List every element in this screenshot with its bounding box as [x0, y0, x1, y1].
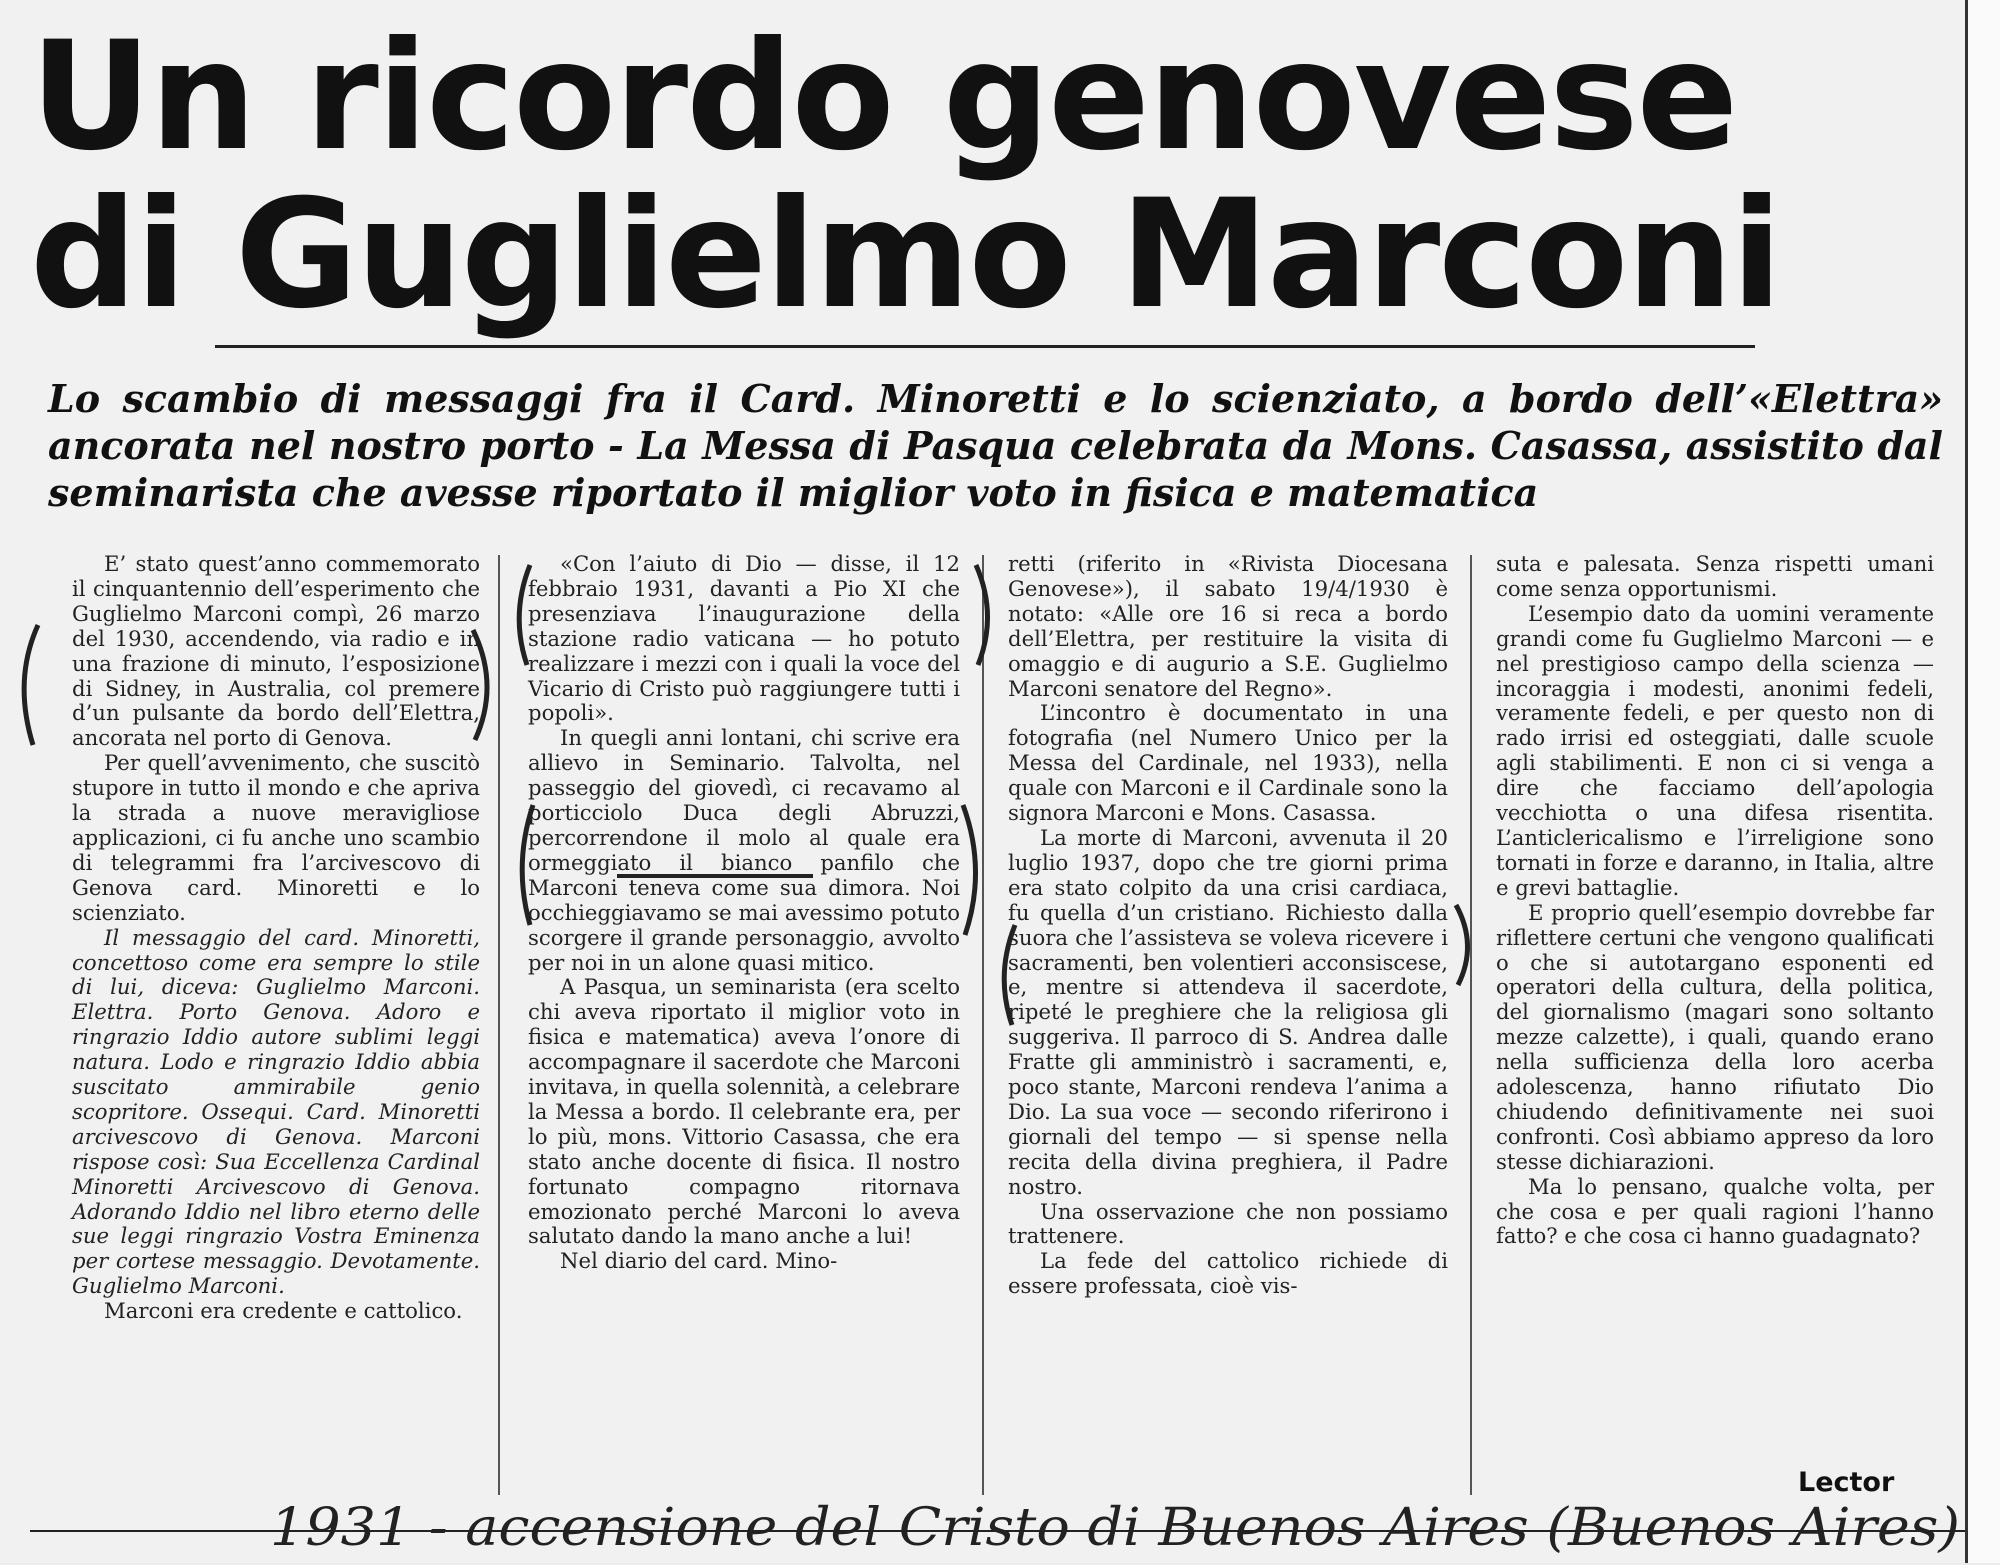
column-divider: [982, 555, 984, 1495]
headline: [30, 10, 1960, 342]
pen-underline-mark: [615, 870, 815, 882]
headline-line-1: Un ricordo genovese: [30, 10, 1737, 184]
paragraph: «Con l’aiuto di Dio — disse, il 12 febbraio 1931, davanti a Pio XI che presenziava l’inaugurazione della stazione radio vaticana — ho potuto realizzare i mezzi con i quali la voce del Vicario di Cristo può raggiungere tutti i popoli».: [528, 551, 960, 726]
article-column-1: [72, 552, 480, 1324]
pen-bracket-mark: [1448, 900, 1483, 990]
article-column-3: [1008, 552, 1448, 1299]
subheadline: Lo scambio di messaggi fra il Card. Minoretti e lo scienziato, a bordo dell’«Elettra» ancorata nel nostro porto - La Messa di Pasqua celebrata da Mons. Casassa, assistito dal seminarista che avesse riportato il miglior voto in fisica e matematica: [48, 376, 1943, 515]
paragraph: In quegli anni lontani, chi scrive era allievo in Seminario. Talvolta, nel passeggio del giovedì, ci recavamo al porticciolo Duca degli Abruzzi, percorrendone il molo al quale era ormeggiato il bianco panfilo che Marconi teneva come sua dimora. Noi occhieggiavamo se mai avessimo potuto scorgere il grande personaggio, avvolto per noi in un alone quasi mitico.: [528, 725, 960, 975]
paragraph: A Pasqua, un seminarista (era scelto chi aveva riportato il miglior voto in fisica e matematica) aveva l’onore di accompagnare il sacerdote che Marconi invitava, in quella solennità, a celebrare la Messa a bordo. Il celebrante era, per lo più, mons. Vittorio Casassa, che era stato anche docente di fisica. Il nostro fortunato compagno ritornava emozionato perché Marconi lo aveva salutato dando la mano anche a lui!: [528, 974, 960, 1249]
article-column-2: [528, 552, 960, 1274]
paragraph: Ma lo pensano, qualche volta, per che cosa e per quali ragioni l’hanno fatto? e che cosa ci hanno guadagnato?: [1496, 1173, 1934, 1249]
paragraph: Il messaggio del card. Minoretti, concettoso come era sempre lo stile di lui, diceva: Guglielmo Marconi. Elettra. Porto Genova. Adoro e ringrazio Iddio autore sublimi leggi natura. Lodo e ringrazio Iddio abbia suscitato ammirabile genio scopritore. Ossequi. Card. Minoretti arcivescovo di Genova. Marconi rispose così: Sua Eccellenza Cardinal Minoretti Arcivescovo di Genova. Adorando Iddio nel libro eterno delle sue leggi ringrazio Vostra Eminenza per cortese messaggio. Devotamente. Guglielmo Marconi.: [72, 924, 480, 1299]
paragraph: Nel diario del card. Mino-: [560, 1248, 838, 1274]
paragraph: Per quell’avvenimento, che suscitò stupore in tutto il mondo e che apriva la strada a nuove meravigliose applicazioni, ci fu anche uno scambio di telegrammi fra l’arcivescovo di Genova card. Minoretti e lo scienziato.: [72, 750, 480, 925]
pen-bracket-mark: [508, 800, 543, 930]
headline-rule: [215, 345, 1755, 348]
headline-line-2: di Guglielmo Marconi: [30, 168, 1781, 342]
paragraph: La morte di Marconi, avvenuta il 20 luglio 1937, dopo che tre giorni prima era stato colpito da una crisi cardiaca, fu quella d’un cristiano. Richiesto dalla suora che l’assisteva se voleva ricevere i sacramenti, ben volentieri acconsiscese, e, mentre si attendeva il sacerdote, ripeté le preghiere che la religiosa gli suggeriva. Il parroco di S. Andrea dalle Fratte gli amministrò i sacramenti, e, poco stante, Marconi rendeva l’anima a Dio. La sua voce — secondo riferirono i giornali del tempo — si spense nella recita della divina preghiera, il Padre nostro.: [1008, 824, 1448, 1199]
pen-bracket-mark: [968, 560, 1003, 670]
pen-bracket-mark: [955, 800, 990, 940]
pen-bracket-mark: [990, 920, 1025, 1030]
paragraph: E’ stato quest’anno commemorato il cinquantennio dell’esperimento che Guglielmo Marconi compì, 26 marzo del 1930, accendendo, via radio e in una frazione di minuto, l’esposizione di Sidney, in Australia, col premere d’un pulsante da bordo dell’Elettra, ancorata nel porto di Genova.: [72, 551, 480, 751]
paragraph: retti (riferito in «Rivista Diocesana Genovese»), il sabato 19/4/1930 è notato: «Alle ore 16 si reca a bordo dell’Elettra, per restituire la visita di omaggio e di augurio a S.E. Guglielmo Marconi senatore del Regno».: [1008, 551, 1448, 701]
paragraph: Una osservazione che non possiamo trattenere.: [1008, 1198, 1448, 1249]
article-column-4: [1496, 552, 1934, 1249]
pen-bracket-mark: [465, 625, 505, 745]
pen-bracket-mark: [505, 560, 540, 670]
paragraph: E proprio quell’esempio dovrebbe far riflettere certuni che vengono qualificati o che si autotargano esponenti ed operatori della cultura, della politica, del giornalismo (magari sono soltanto mezze calzette), i quali, quando erano nella sufficienza della loro acerba adolescenza, hanno rifiutato Dio chiudendo definitivamente nei suoi confronti. Così abbiamo appreso da loro stesse dichiarazioni.: [1496, 899, 1934, 1174]
paragraph: Marconi era credente e cattolico.: [104, 1298, 463, 1324]
author-signature: Lector: [1798, 1467, 1895, 1498]
column-divider: [1470, 555, 1472, 1495]
paragraph: L’incontro è documentato in una fotografia (nel Numero Unico per la Messa del Cardinale, nel 1933), nella quale con Marconi e il Cardinale sono la signora Marconi e Mons. Casassa.: [1008, 700, 1448, 826]
paragraph: L’esempio dato da uomini veramente grandi come fu Guglielmo Marconi — e nel prestigioso campo della scienza — incoraggia i modesti, anonimi fedeli, veramente fedeli, e per questo non di rado irrisi ed osteggiati, dalle scuole agli stabilimenti. E non ci si venga a dire che facciamo dell’apologia vecchiotta o una difesa risentita. L’anticlericalismo e l’irreligione sono tornati in forze e daranno, in Italia, altre e grevi battaglie.: [1496, 600, 1934, 900]
pen-bracket-mark: [8, 620, 48, 750]
handwritten-note-text: 1931 - accensione del Cristo di Buenos Aires (Buenos Aires): [270, 1498, 1960, 1558]
handwritten-note: [270, 1490, 1970, 1565]
paragraph: suta e palesata. Senza rispetti umani come senza opportunismi.: [1496, 551, 1934, 601]
paragraph: La fede del cattolico richiede di essere professata, cioè vis-: [1008, 1248, 1448, 1299]
page-edge: [1965, 0, 2000, 1563]
